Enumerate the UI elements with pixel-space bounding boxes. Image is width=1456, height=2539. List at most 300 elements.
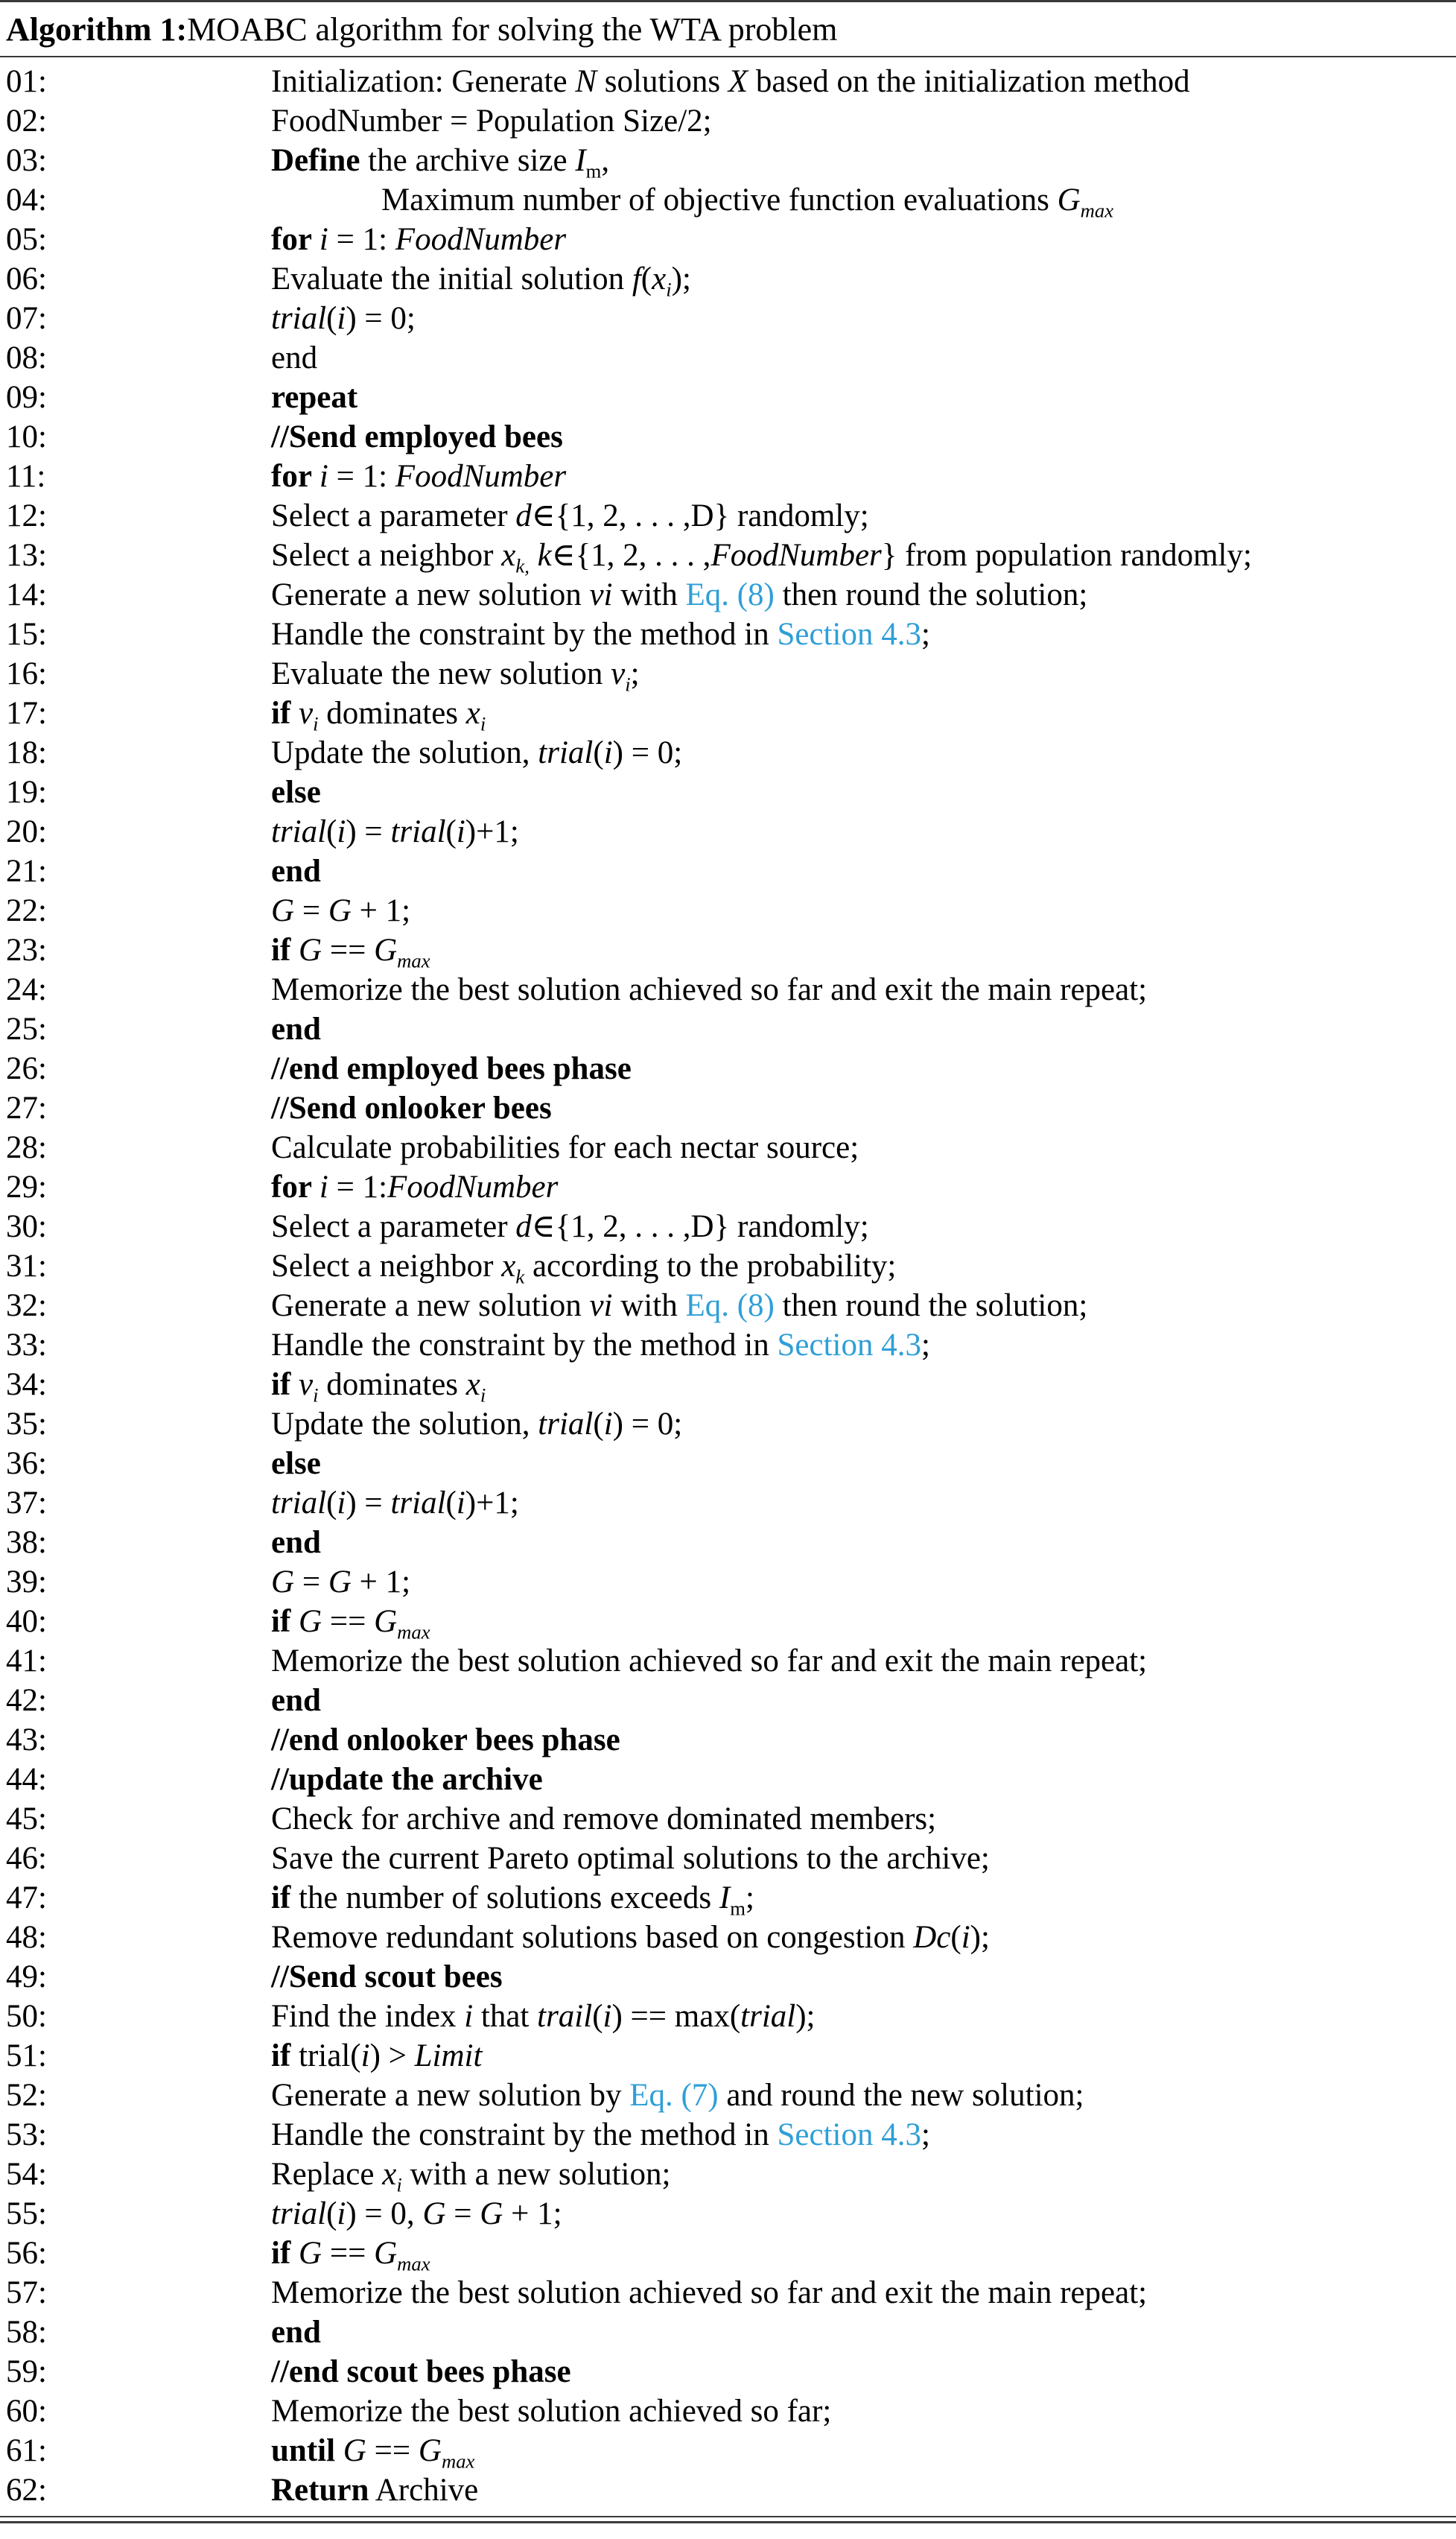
text-segment: } from population randomly;	[881, 538, 1252, 573]
line-number: 09:	[6, 380, 47, 415]
line-number: 49:	[6, 1959, 47, 1994]
text-segment: i	[319, 459, 328, 494]
text-segment: Update the solution,	[271, 735, 538, 770]
text-segment: according to the probability;	[524, 1249, 897, 1284]
text-segment: if	[271, 1604, 299, 1639]
algorithm-line	[0, 62, 1456, 101]
line-content	[271, 891, 1456, 931]
line-content	[271, 1918, 1456, 1957]
text-segment: end	[271, 854, 321, 889]
text-segment: I	[719, 1880, 731, 1915]
line-content	[271, 2155, 1456, 2194]
text-segment: Calculate probabilities for each nectar source;	[271, 1130, 859, 1165]
text-segment: end	[271, 1525, 321, 1560]
algorithm-line	[0, 1207, 1456, 1246]
text-segment: x	[465, 696, 480, 731]
text-segment: = 1:	[328, 1170, 388, 1205]
text-segment: ) == max(	[611, 1999, 741, 2034]
algorithm-line	[0, 299, 1456, 338]
text-segment: i	[603, 1407, 613, 1442]
text-segment: repeat	[271, 380, 358, 415]
line-content	[271, 1720, 1456, 1760]
line-number: 01:	[6, 64, 47, 99]
text-segment: trial	[271, 2196, 327, 2231]
text-segment: trial	[538, 735, 594, 770]
line-content	[271, 931, 1456, 970]
line-content	[271, 1049, 1456, 1088]
text-segment: ==	[322, 1604, 375, 1639]
line-content	[271, 1681, 1456, 1720]
text-segment: solutions	[597, 64, 728, 99]
text-segment: Replace	[271, 2157, 383, 2192]
text-segment: max	[1080, 199, 1114, 222]
line-content	[271, 1523, 1456, 1562]
line-content	[271, 2076, 1456, 2115]
text-segment: G	[480, 2196, 503, 2231]
text-segment: FoodNumber	[395, 459, 567, 494]
text-segment: Update the solution,	[271, 1407, 538, 1442]
text-segment: ∈{1, 2, . . . ,D} randomly;	[531, 498, 869, 533]
line-number: 34:	[6, 1367, 47, 1402]
line-number: 30:	[6, 1209, 47, 1244]
text-segment: if	[271, 933, 299, 968]
line-number: 52:	[6, 2078, 47, 2113]
text-segment: x	[501, 1249, 516, 1284]
text-segment: m	[585, 159, 602, 183]
line-content	[271, 1365, 1456, 1407]
algorithm-line	[0, 1404, 1456, 1444]
text-segment: for	[271, 1170, 320, 1205]
text-segment: if	[271, 696, 299, 731]
text-segment: k	[515, 1265, 525, 1288]
algorithm-line	[0, 1523, 1456, 1562]
line-content	[271, 1167, 1456, 1207]
algorithm-line	[0, 1997, 1456, 2036]
algorithm-line	[0, 773, 1456, 812]
text-segment: = 1:	[328, 222, 395, 257]
text-segment: v	[299, 1367, 314, 1402]
text-segment: trial	[271, 301, 327, 336]
algorithm-line	[0, 654, 1456, 694]
algorithm-line	[0, 1286, 1456, 1325]
text-segment: if	[271, 2236, 299, 2271]
text-segment: = 1:	[328, 459, 395, 494]
line-number: 38:	[6, 1525, 47, 1560]
text-segment: (	[326, 1486, 337, 1521]
text-segment: then round the solution;	[774, 577, 1088, 612]
line-content	[271, 1839, 1456, 1878]
line-number: 07:	[6, 301, 47, 336]
line-number: 58:	[6, 2315, 47, 2350]
line-number: 46:	[6, 1841, 47, 1876]
text-segment: );	[970, 1920, 990, 1955]
text-segment: G	[328, 893, 352, 928]
eq-8-link[interactable]: Eq. (8)	[685, 577, 775, 612]
line-content	[271, 338, 1456, 378]
eq-8-link[interactable]: Eq. (8)	[685, 1288, 775, 1323]
algorithm-line	[0, 891, 1456, 931]
text-segment: i	[666, 278, 672, 301]
text-segment: ∈{1, 2, . . . ,	[551, 538, 711, 573]
line-content	[271, 2431, 1456, 2473]
text-segment: if	[271, 2038, 291, 2073]
line-number: 21:	[6, 854, 47, 889]
text-segment: end	[271, 1683, 321, 1718]
line-content	[271, 2234, 1456, 2273]
text-segment: ) =	[346, 814, 391, 849]
algorithm-line	[0, 2155, 1456, 2194]
text-segment: G	[422, 2196, 446, 2231]
text-segment: G	[343, 2433, 366, 2468]
text-segment: else	[271, 1446, 321, 1481]
line-content	[271, 2313, 1456, 2352]
line-content	[271, 457, 1456, 496]
line-number: 26:	[6, 1051, 47, 1086]
eq-7-link[interactable]: Eq. (7)	[629, 2078, 719, 2113]
algorithm-line	[0, 536, 1456, 575]
text-segment: //Send employed bees	[271, 419, 563, 454]
text-segment: Remove redundant solutions based on congestion	[271, 1920, 914, 1955]
line-content	[271, 2391, 1456, 2431]
text-segment: FoodNumber	[395, 222, 567, 257]
text-segment: Memorize the best solution achieved so far;	[271, 2394, 832, 2429]
text-segment: Memorize the best solution achieved so far and exit the main repeat;	[271, 2275, 1148, 2310]
text-segment: and round the new solution;	[718, 2078, 1084, 2113]
bottom-rule	[0, 2516, 1456, 2523]
text-segment: based on the initialization method	[748, 64, 1190, 99]
line-number: 13:	[6, 538, 47, 573]
text-segment: Find the index	[271, 1999, 465, 2034]
line-number: 45:	[6, 1801, 47, 1836]
algorithm-line	[0, 2115, 1456, 2155]
line-number: 19:	[6, 775, 47, 810]
line-number: 35:	[6, 1407, 47, 1442]
algorithm-line	[0, 1325, 1456, 1365]
line-number: 10:	[6, 419, 47, 454]
text-segment: i	[337, 301, 346, 336]
line-number: 28:	[6, 1130, 47, 1165]
text-segment: );	[671, 261, 691, 297]
text-segment: (	[326, 2196, 337, 2231]
text-segment: ,	[601, 143, 610, 178]
text-segment: //end employed bees phase	[271, 1051, 632, 1086]
text-segment: k	[537, 538, 552, 573]
line-number: 57:	[6, 2275, 47, 2310]
line-number: 33:	[6, 1328, 47, 1363]
text-segment: ;	[745, 1880, 754, 1915]
text-segment: =	[294, 893, 328, 928]
line-number: 02:	[6, 104, 47, 139]
algorithm-line	[0, 1957, 1456, 1997]
text-segment: ;	[921, 617, 930, 652]
text-segment: then round the solution;	[774, 1288, 1088, 1323]
text-segment: f	[632, 261, 641, 297]
text-segment: x	[382, 2157, 397, 2192]
algorithm-line	[0, 852, 1456, 891]
algorithm-line	[0, 1365, 1456, 1407]
algorithm-line	[0, 1128, 1456, 1167]
text-segment: i	[319, 222, 328, 257]
line-number: 42:	[6, 1683, 47, 1718]
algorithm-line	[0, 220, 1456, 259]
line-content	[271, 1799, 1456, 1839]
line-number: 22:	[6, 893, 47, 928]
line-content	[271, 1325, 1456, 1365]
line-content	[271, 1483, 1456, 1523]
text-segment: =	[445, 2196, 480, 2231]
text-segment: end	[271, 1012, 321, 1047]
algorithm-line	[0, 1483, 1456, 1523]
algorithm-line	[0, 1444, 1456, 1483]
text-segment: FoodNumber	[387, 1170, 559, 1205]
text-segment: trial	[538, 1407, 594, 1442]
text-segment: with	[612, 577, 686, 612]
line-content	[271, 2115, 1456, 2155]
line-number: 37:	[6, 1486, 47, 1521]
text-segment: (	[326, 301, 337, 336]
text-segment: ==	[366, 2433, 419, 2468]
algorithm-line	[0, 970, 1456, 1009]
algorithm-line	[0, 694, 1456, 733]
line-content	[271, 733, 1456, 773]
text-segment: Select a parameter	[271, 1209, 516, 1244]
text-segment: the archive size	[360, 143, 576, 178]
text-segment: Check for archive and remove dominated members;	[271, 1801, 937, 1836]
text-segment: if	[271, 1880, 291, 1915]
text-segment: FoodNumber = Population Size/2;	[271, 104, 712, 139]
text-segment: Select a parameter	[271, 498, 516, 533]
text-segment: i	[313, 1383, 319, 1407]
text-segment: ∈{1, 2, . . . ,D} randomly;	[531, 1209, 869, 1244]
text-segment: G	[299, 1604, 322, 1639]
algorithm-line	[0, 259, 1456, 299]
algorithm-line	[0, 1878, 1456, 1918]
line-content	[271, 1128, 1456, 1167]
text-segment: Save the current Pareto optimal solutions to the archive;	[271, 1841, 990, 1876]
text-segment: FoodNumber	[710, 538, 882, 573]
text-segment: (	[950, 1920, 961, 1955]
line-number: 31:	[6, 1249, 47, 1284]
line-content	[271, 2036, 1456, 2076]
algorithm-title-text: MOABC algorithm for solving the WTA problem	[187, 10, 838, 48]
line-number: 36:	[6, 1446, 47, 1481]
algorithm-line	[0, 496, 1456, 536]
line-number: 17:	[6, 696, 47, 731]
text-segment: G	[374, 1604, 398, 1639]
text-segment: Select a neighbor	[271, 1249, 502, 1284]
text-segment: i	[337, 2196, 346, 2231]
line-number: 11:	[6, 459, 46, 494]
text-segment: Initialization: Generate	[271, 64, 576, 99]
algorithm-line	[0, 1799, 1456, 1839]
line-content	[271, 259, 1456, 299]
text-segment: d	[515, 1209, 532, 1244]
text-segment: i	[456, 814, 465, 849]
text-segment: if	[271, 1367, 299, 1402]
line-number: 53:	[6, 2117, 47, 2152]
line-number: 43:	[6, 1722, 47, 1757]
text-segment: trial(	[290, 2038, 361, 2073]
text-segment: trial	[390, 814, 446, 849]
text-segment: Return	[271, 2473, 369, 2508]
line-content	[271, 1760, 1456, 1799]
line-number: 15:	[6, 617, 47, 652]
text-segment: (	[326, 814, 337, 849]
line-content	[271, 1641, 1456, 1681]
text-segment: max	[441, 2450, 475, 2473]
line-number: 29:	[6, 1170, 47, 1205]
text-segment: Memorize the best solution achieved so far and exit the main repeat;	[271, 1643, 1148, 1679]
text-segment: ) >	[369, 2038, 415, 2073]
text-segment: ==	[322, 2236, 375, 2271]
algorithm-line	[0, 1760, 1456, 1799]
text-segment: i	[603, 735, 613, 770]
algorithm-line	[0, 101, 1456, 141]
text-segment: N	[575, 64, 597, 99]
section-4-3-link[interactable]: Section 4.3	[777, 1328, 921, 1363]
algorithm-line	[0, 457, 1456, 496]
algorithm-line	[0, 2036, 1456, 2076]
line-content	[271, 812, 1456, 852]
text-segment: (	[445, 814, 457, 849]
text-segment: //Send scout bees	[271, 1959, 503, 1994]
text-segment	[530, 538, 538, 573]
line-number: 24:	[6, 972, 47, 1007]
text-segment: (	[593, 735, 604, 770]
line-content	[271, 496, 1456, 536]
text-segment: i	[464, 1999, 474, 2034]
line-content	[271, 299, 1456, 338]
text-segment: G	[299, 933, 322, 968]
line-number: 16:	[6, 656, 47, 691]
text-segment: Define	[271, 143, 360, 178]
text-segment: i	[603, 1999, 612, 2034]
text-segment: G	[1057, 183, 1081, 218]
text-segment: dominates	[318, 1367, 466, 1402]
text-segment: (	[593, 1407, 604, 1442]
line-number: 41:	[6, 1643, 47, 1679]
line-number: 40:	[6, 1604, 47, 1639]
line-number: 25:	[6, 1012, 47, 1047]
line-number: 05:	[6, 222, 47, 257]
text-segment: Generate a new solution by	[271, 2078, 630, 2113]
line-number: 59:	[6, 2354, 47, 2389]
algorithm-line	[0, 615, 1456, 654]
line-number: 27:	[6, 1091, 47, 1126]
text-segment: I	[575, 143, 586, 178]
text-segment: max	[397, 949, 430, 972]
text-segment: Generate a new solution	[271, 577, 590, 612]
algorithm-line	[0, 180, 1456, 220]
algorithm-line	[0, 2076, 1456, 2115]
algorithm-line	[0, 1918, 1456, 1957]
section-4-3-link[interactable]: Section 4.3	[777, 617, 921, 652]
text-segment: ==	[322, 933, 375, 968]
line-number: 50:	[6, 1999, 47, 2034]
text-segment: with	[612, 1288, 686, 1323]
algorithm-lines	[0, 57, 1456, 2510]
line-content	[271, 2194, 1456, 2234]
text-segment: vi	[589, 1288, 613, 1323]
text-segment: v	[611, 656, 626, 691]
line-content	[271, 615, 1456, 654]
algorithm-line	[0, 1681, 1456, 1720]
algorithm-line	[0, 1088, 1456, 1128]
text-segment: )+1;	[465, 814, 519, 849]
text-segment: Handle the constraint by the method in	[271, 2117, 778, 2152]
algorithm-line	[0, 417, 1456, 457]
text-segment: G	[271, 893, 295, 928]
text-segment: Generate a new solution	[271, 1288, 590, 1323]
algorithm-line	[0, 2431, 1456, 2473]
line-content	[271, 1286, 1456, 1325]
text-segment: i	[625, 673, 631, 696]
line-number: 48:	[6, 1920, 47, 1955]
text-segment: + 1;	[351, 1565, 411, 1600]
algorithm-line	[0, 575, 1456, 615]
section-4-3-link[interactable]: Section 4.3	[777, 2117, 921, 2152]
line-content	[271, 2273, 1456, 2313]
text-segment: ;	[921, 1328, 930, 1363]
text-segment: max	[397, 1620, 430, 1643]
line-content	[271, 141, 1456, 183]
line-content	[271, 1997, 1456, 2036]
algorithm-line	[0, 1562, 1456, 1602]
line-number: 44:	[6, 1762, 47, 1797]
algorithm-line	[0, 2234, 1456, 2273]
line-content	[271, 1562, 1456, 1602]
text-segment: i	[319, 1170, 328, 1205]
line-number: 03:	[6, 143, 47, 178]
text-segment: //update the archive	[271, 1762, 543, 1797]
line-content	[271, 654, 1456, 694]
line-number: 12:	[6, 498, 47, 533]
line-number: 56:	[6, 2236, 47, 2271]
line-content	[271, 180, 1456, 220]
algorithm-line	[0, 378, 1456, 417]
text-segment: x	[465, 1367, 480, 1402]
text-segment: end	[271, 2315, 321, 2350]
text-segment: end	[271, 340, 318, 375]
text-segment: Evaluate the new solution	[271, 656, 611, 691]
text-segment: ) = 0,	[346, 2196, 423, 2231]
text-segment: Handle the constraint by the method in	[271, 617, 778, 652]
text-segment: vi	[589, 577, 613, 612]
text-segment: ;	[630, 656, 640, 691]
line-content	[271, 852, 1456, 891]
line-number: 14:	[6, 577, 47, 612]
text-segment: + 1;	[351, 893, 411, 928]
line-content	[271, 378, 1456, 417]
text-segment: Archive	[369, 2473, 479, 2508]
text-segment: ) = 0;	[612, 1407, 683, 1442]
algorithm-line	[0, 2391, 1456, 2431]
text-segment: G	[374, 2236, 398, 2271]
algorithm-line	[0, 1602, 1456, 1641]
line-number: 60:	[6, 2394, 47, 2429]
text-segment: Limit	[414, 2038, 483, 2073]
text-segment: the number of solutions exceeds	[290, 1880, 719, 1915]
line-number: 20:	[6, 814, 47, 849]
line-content	[271, 220, 1456, 259]
text-segment: with a new solution;	[401, 2157, 671, 2192]
text-segment: G	[328, 1565, 352, 1600]
line-content	[271, 536, 1456, 575]
text-segment: (	[592, 1999, 603, 2034]
algorithm-line	[0, 931, 1456, 970]
text-segment: G	[271, 1565, 295, 1600]
text-segment: m	[730, 1897, 746, 1920]
